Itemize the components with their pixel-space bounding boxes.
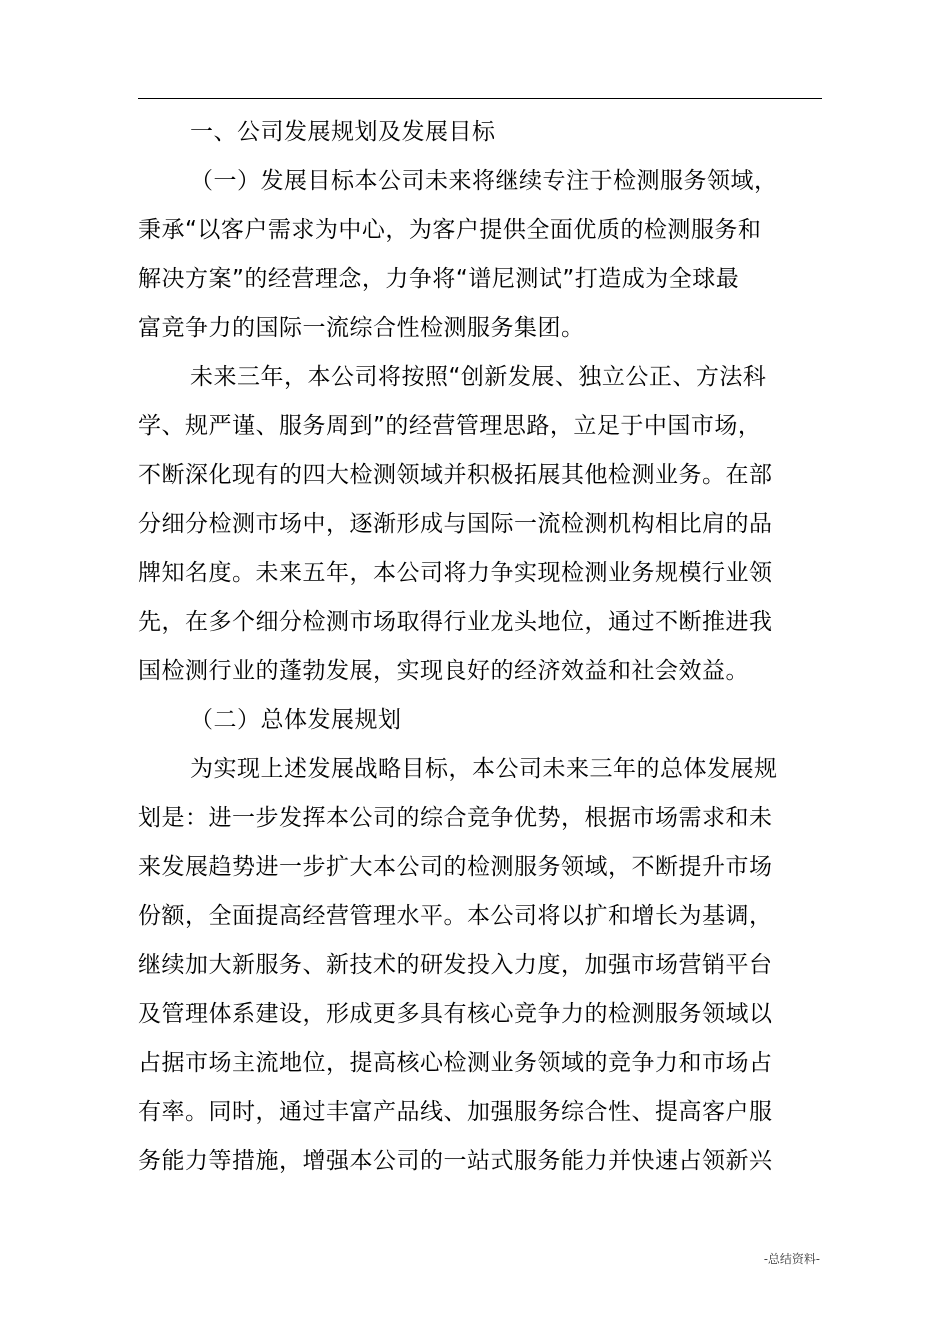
subsection-heading-plan: （二）总体发展规划 — [190, 707, 402, 733]
document-body — [138, 108, 804, 1186]
paragraph-start: 为实现上述发展战略目标，本公司未来三年的总体发展规 — [190, 756, 778, 782]
text-line: 不断深化现有的四大检测领域并积极拓展其他检测业务。在部 — [138, 462, 773, 488]
text-line: 及管理体系建设，形成更多具有核心竞争力的检测服务领域以 — [138, 1001, 773, 1027]
text-line: 富竞争力的国际一流综合性检测服务集团。 — [138, 315, 585, 341]
text-line: 先，在多个细分检测市场取得行业龙头地位，通过不断推进我 — [138, 609, 773, 635]
text-line: 有率。同时，通过丰富产品线、加强服务综合性、提高客户服 — [138, 1099, 773, 1125]
text-line: 占据市场主流地位，提高核心检测业务领域的竞争力和市场占 — [138, 1050, 773, 1076]
page-footer: -总结资料- — [763, 1252, 820, 1266]
text-line: 国检测行业的蓬勃发展，实现良好的经济效益和社会效益。 — [138, 658, 749, 684]
section-heading: 一、公司发展规划及发展目标 — [190, 119, 496, 145]
text-line: 划是：进一步发挥本公司的综合竞争优势，根据市场需求和未 — [138, 805, 773, 831]
header-rule — [138, 98, 822, 99]
text-line: 秉承“以客户需求为中心，为客户提供全面优质的检测服务和 — [138, 217, 762, 243]
text-line: 来发展趋势进一步扩大本公司的检测服务领域，不断提升市场 — [138, 854, 773, 880]
paragraph-start: 未来三年，本公司将按照“创新发展、独立公正、方法科 — [190, 364, 767, 390]
text-line: 学、规严谨、服务周到”的经营管理思路，立足于中国市场， — [138, 413, 762, 439]
text-line: 务能力等措施，增强本公司的一站式服务能力并快速占领新兴 — [138, 1148, 773, 1174]
text-line: 份额，全面提高经营管理水平。本公司将以扩和增长为基调， — [138, 903, 773, 929]
text-line: 继续加大新服务、新技术的研发投入力度，加强市场营销平台 — [138, 952, 773, 978]
subsection-heading-goals: （一）发展目标本公司未来将继续专注于检测服务领域， — [190, 168, 778, 194]
text-line: 牌知名度。未来五年，本公司将力争实现检测业务规模行业领 — [138, 560, 773, 586]
text-line: 解决方案”的经营理念，力争将“谱尼测试”打造成为全球最 — [138, 266, 740, 292]
text-line: 分细分检测市场中，逐渐形成与国际一流检测机构相比肩的品 — [138, 511, 773, 537]
